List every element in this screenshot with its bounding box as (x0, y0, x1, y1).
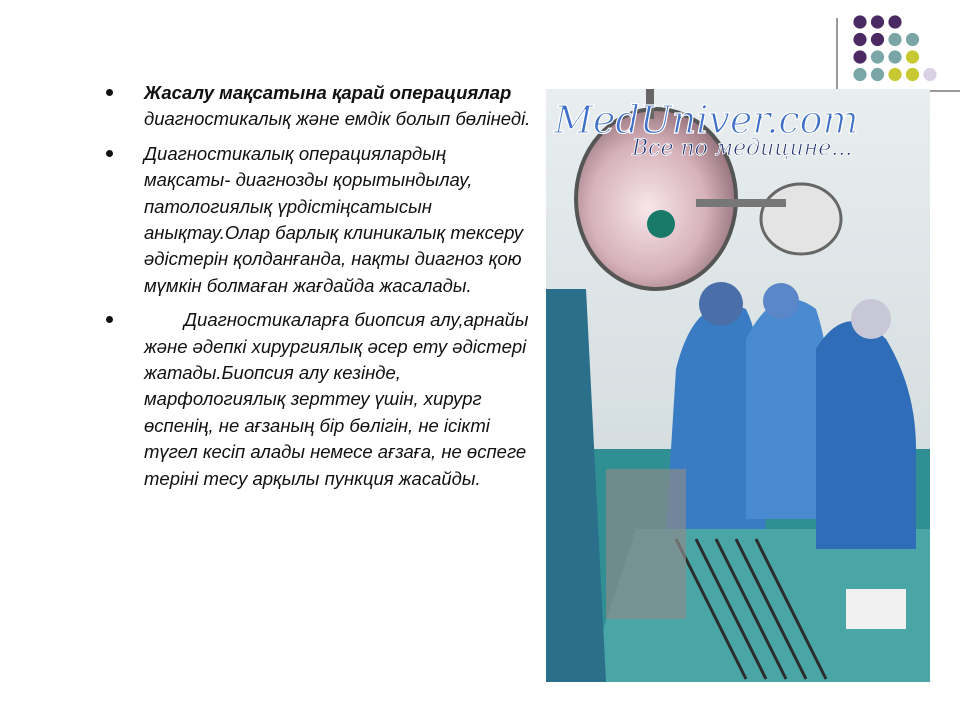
surgical-lamp-right (761, 184, 841, 254)
surgeon-1-cap (699, 282, 743, 326)
decor-dot (888, 15, 901, 28)
decor-dot (871, 50, 884, 63)
bullet-1-bold-text: Жасалу мақсатына қарай операциялар (144, 82, 512, 103)
decor-dot (871, 33, 884, 46)
bullet-item-3 (106, 307, 531, 492)
lamp-center (647, 210, 675, 238)
decor-dot (906, 33, 919, 46)
surgeon-3-cap (851, 299, 891, 339)
bullet-1-text: диагностикалық және емдік болып бөлінеді. (144, 108, 531, 130)
lamp-right-arm (696, 199, 786, 207)
bullet-3-text: Диагностикаларға биопсия алу,арнайы және әдепкі хирургиялық әсер ету әдістері жатады.Биопсия алу кезінде, марфологиялық зерттеу үшін, хирург өспенің, не ағзаның бір бөлігін, не ісікті түгел кесіп алады немесе ағзаға, не өспеге теріні тесу арқылы пункция жасайды. (144, 309, 529, 489)
decor-dot (853, 68, 866, 81)
slide-body (106, 80, 531, 500)
surgery-photo (546, 89, 930, 682)
bullet-marker (106, 89, 113, 96)
decor-dot (888, 33, 901, 46)
surgeon-2-cap (763, 283, 799, 319)
decor-dot (853, 50, 866, 63)
decor-dot (853, 33, 866, 46)
bullet-item-2 (106, 141, 531, 299)
bullet-2-text: Диагностикалық операциялардың мақсаты- диагнозды қорытындылау, патологиялық үрдістіңсатысын анықтау.Олар барлық клиникалық тексеру әдістерін қолданғанда, нақты диагноз қою мүмкін болмаған жағдайда жасалады. (144, 142, 524, 296)
watermark-title: MedUniver.com (554, 98, 859, 142)
decor-dot (871, 68, 884, 81)
decor-dot (871, 15, 884, 28)
bullet-marker (106, 150, 113, 157)
decor-dot (888, 68, 901, 81)
gauze-pad (846, 589, 906, 629)
watermark-subtitle: Все по медицине... (632, 136, 853, 161)
decor-dot (853, 15, 866, 28)
bullet-marker (106, 316, 113, 323)
surgery-photo-illustration (546, 89, 930, 682)
instrument-rack (606, 469, 686, 619)
decor-dot (906, 68, 919, 81)
decor-dot (906, 50, 919, 63)
decor-dot (923, 68, 936, 81)
bullet-item-1 (106, 80, 531, 133)
decor-dot (888, 50, 901, 63)
